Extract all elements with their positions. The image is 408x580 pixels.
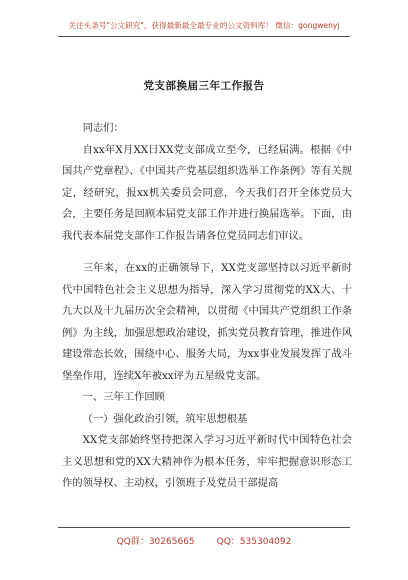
paragraph-intro: 自xx年X月XX日XX党支部成立至今，已经届满。根据《中国共产党章程》、《中国共产党基层组织选举工作条例》等有关规定，经研究，报xx机关委员会同意，今天我们召开全体党员大会，主要任务是回顾本届党支部工作并进行换届选举。下面，由我代表本届党支部作工作报告请各位党员同志们审议。 [62, 143, 352, 242]
header-divider [58, 36, 350, 37]
subsection-heading: （一）强化政治引领，筑牢思想根基 [82, 412, 248, 425]
page-footer [0, 534, 408, 547]
footer-qq: QQ：535304092 [216, 537, 292, 547]
salutation: 同志们： [82, 122, 124, 134]
footer-divider [58, 527, 350, 528]
paragraph-political-leadership: XX党支部始终坚持把深入学习习近平新时代中国特色社会主义思想和党的XX大精神作为根本任务，牢牢把握意识形态工作的领导权、主动权，引领班子及党员干部提高 [62, 434, 352, 489]
paragraph-summary: 三年来，在xx的正确领导下，XX党支部坚持以习近平新时代中国特色社会主义思想为指导，深入学习贯彻党的XX大、十九大以及十九届历次全会精神，以贯彻《中国共产党组织工作条例》为主线，加强思想政治建设，抓实党员教育管理，推进作风建设常态长效，围绕中心、服务大局，为xx事业发展发挥了战斗堡垒作用，连续X年被xx评为五星级党支部。 [62, 262, 352, 382]
document-body [62, 118, 352, 495]
footer-qq-group: QQ群：30265665 [116, 537, 195, 547]
section-heading: 一、三年工作回顾 [82, 391, 165, 403]
page-header-banner: 关注头条号"公文研究"，获得最新最全最专业的公文资料库！ 微信：gongwenyj [68, 21, 340, 30]
document-title: 党支部换届三年工作报告 [143, 80, 265, 92]
